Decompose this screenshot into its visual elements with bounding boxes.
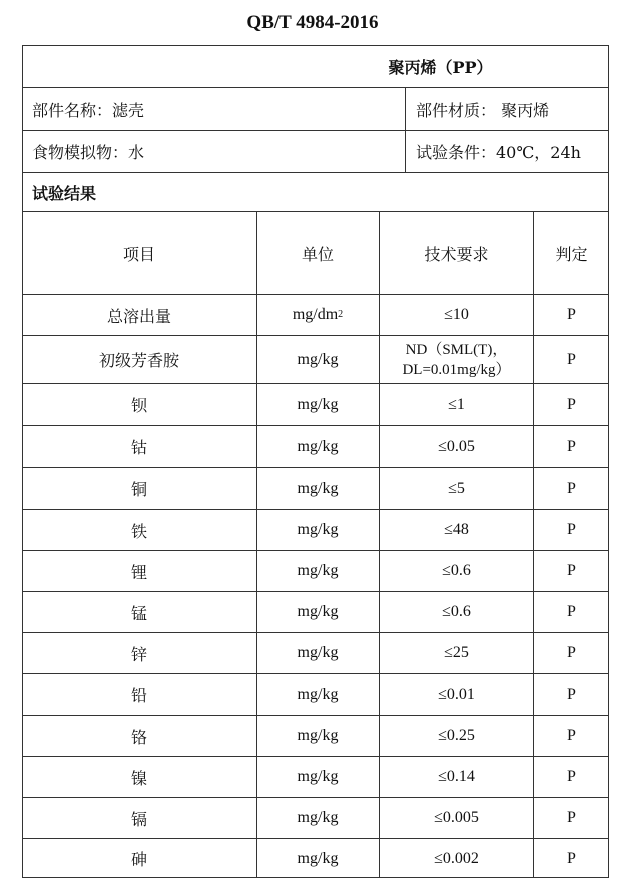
row-unit: mg/kg (297, 562, 339, 579)
row-requirement: ≤0.01 (438, 685, 475, 703)
row-requirement-line: DL=0.01mg/kg） (402, 361, 511, 378)
material-header-text: 聚丙烯（PP） (388, 57, 493, 77)
part-name: 部件名称：滤壳 (32, 100, 145, 120)
row-judgement: P (567, 727, 576, 744)
row-requirement: ≤1 (448, 395, 465, 413)
part-material: 部件材质： 聚丙烯 (416, 100, 550, 120)
row-requirement: ≤0.25 (438, 727, 475, 744)
row-requirement: ≤5 (448, 479, 465, 497)
row-item: 砷 (130, 850, 147, 869)
column-header-requirement: 技术要求 (424, 244, 489, 264)
row-requirement: ≤0.6 (442, 562, 471, 579)
row-item: 初级芳香胺 (98, 351, 179, 370)
row-requirement: ≤25 (444, 644, 469, 661)
row-judgement: P (567, 768, 576, 785)
row-item: 镍 (130, 768, 147, 788)
food-simulant: 食物模拟物：水 (32, 143, 145, 162)
row-judgement: P (567, 306, 576, 323)
row-judgement: P (567, 603, 576, 620)
row-requirement: ≤10 (444, 306, 469, 323)
row-requirement-line: ND（SML(T)， (405, 341, 508, 358)
column-header-unit: 单位 (301, 244, 334, 264)
section-title: 试验结果 (32, 183, 97, 203)
document-title: QB/T 4984-2016 (246, 12, 379, 33)
test-condition: 试验条件：40℃，24h (416, 143, 581, 162)
row-unit: mg/kg (297, 849, 339, 867)
divider (405, 87, 406, 172)
row-unit: mg/kg (297, 727, 339, 744)
row-item: 总溶出量 (106, 306, 171, 326)
row-item: 钴 (130, 438, 147, 457)
row-item: 锰 (130, 603, 147, 623)
row-requirement: ≤0.005 (434, 809, 479, 826)
column-header-judgement: 判定 (555, 244, 588, 264)
row-unit: mg/kg (297, 479, 339, 497)
row-item: 钡 (130, 396, 147, 415)
row-judgement: P (567, 685, 576, 703)
material-header (22, 45, 609, 87)
row-unit: mg/kg (297, 768, 339, 785)
row-requirement: ≤0.002 (434, 849, 479, 867)
row-requirement: ≤48 (444, 521, 469, 538)
row-requirement: ≤0.05 (438, 437, 475, 455)
row-item: 镉 (130, 809, 147, 829)
row-unit: mg/kg (297, 809, 339, 826)
row-judgement: P (567, 809, 576, 826)
row-judgement: P (567, 562, 576, 579)
row-item: 铅 (130, 686, 147, 705)
row-item: 铜 (130, 480, 147, 499)
row-unit: mg/kg (297, 437, 339, 455)
row-unit: mg/kg (297, 685, 339, 703)
row-requirement (380, 336, 533, 383)
row-requirement: ≤0.14 (438, 768, 475, 785)
row-judgement: P (567, 521, 576, 538)
row-unit: mg/kg (297, 521, 339, 538)
row-requirement: ≤0.6 (442, 603, 471, 620)
row-judgement: P (567, 479, 576, 497)
row-unit: mg/kg (297, 603, 339, 620)
row-item: 铁 (130, 521, 147, 541)
row-judgement: P (567, 437, 576, 455)
row-unit: mg/dm 2 (292, 306, 344, 323)
row-judgement: P (567, 395, 576, 413)
row-judgement: P (567, 350, 576, 368)
row-unit-text: mg/dm (292, 306, 339, 323)
column-header-item: 项目 (122, 244, 155, 264)
row-unit: mg/kg (297, 395, 339, 413)
row-item: 锂 (130, 562, 147, 582)
row-judgement: P (567, 644, 576, 661)
row-item: 铬 (130, 727, 147, 747)
row-judgement: P (567, 849, 576, 867)
row-unit: mg/kg (297, 644, 339, 661)
row-unit: mg/kg (297, 350, 339, 368)
row-item: 锌 (130, 644, 147, 664)
